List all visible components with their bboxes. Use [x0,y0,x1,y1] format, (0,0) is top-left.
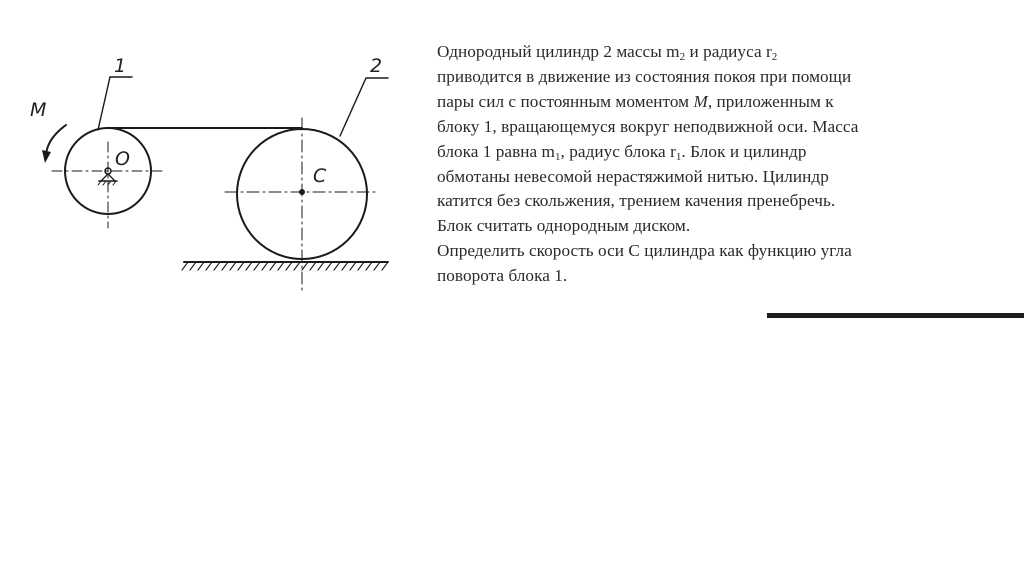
label-cylinder-number: 2 [370,55,383,77]
problem-line-5: блока 1 равна $m_1$, радиус блока $r_1$. Блок и цилиндр [437,141,807,163]
mechanism-diagram [0,0,420,300]
cylinder-center-point [300,190,305,195]
moment-arrow [46,125,66,154]
label-cylinder-center: C [313,165,327,187]
problem-line-7: катится без скольжения, трением качения пренебречь. [437,191,836,211]
problem-statement [437,40,997,289]
moment-arrowhead [42,150,51,163]
leader-line-1 [98,77,132,130]
problem-line-6: обмотаны невесомой нерастяжимой нитью. Цилиндр [437,166,829,186]
problem-line-9: Определить скорость оси С цилиндра как функцию угла [437,241,852,261]
problem-line-8: Блок считать однородным диском. [437,216,691,236]
decorative-rule [767,313,1024,318]
leader-line-2 [340,78,388,136]
label-moment: M [30,99,47,121]
problem-line-1: Однородный цилиндр 2 массы $m_2$ и радиуса $r_2$ [437,42,778,63]
label-block-number: 1 [114,55,127,77]
problem-line-10: поворота блока 1. [437,266,568,286]
label-block-center: O [115,148,130,170]
problem-line-4: блоку 1, вращающемуся вокруг неподвижной оси. Масса [437,116,859,136]
problem-line-3: пары сил с постоянным моментом M, приложенным к [437,91,834,111]
problem-line-2: приводится в движение из состояния покоя при помощи [437,66,852,86]
ground-hatching [182,262,388,270]
